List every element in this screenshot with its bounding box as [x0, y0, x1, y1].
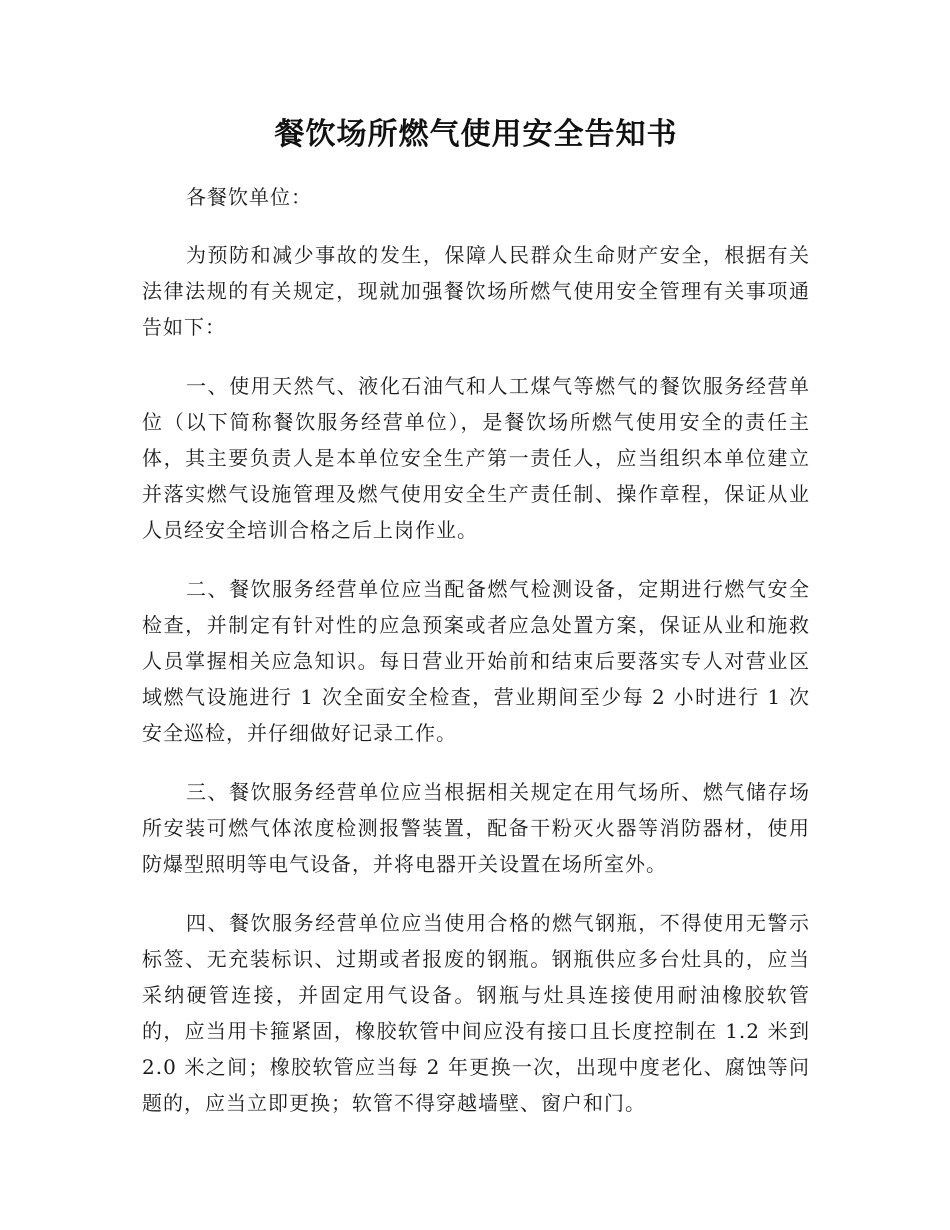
- document-title: 餐饮场所燃气使用安全告知书: [274, 117, 678, 152]
- paragraph-item-3: 三、餐饮服务经营单位应当根据相关规定在用气场所、燃气储存场所安装可燃气体浓度检测报警装置，配备干粉灭火器等消防器材，使用防爆型照明等电气设备，并将电器开关设置在场所室外。: [142, 780, 810, 876]
- paragraph-intro: 为预防和减少事故的发生，保障人民群众生命财产安全，根据有关法律法规的有关规定，现就加强餐饮场所燃气使用安全管理有关事项通告如下：: [142, 243, 810, 339]
- paragraph-item-4: 四、餐饮服务经营单位应当使用合格的燃气钢瓶，不得使用无警示标签、无充装标识、过期或者报废的钢瓶。钢瓶供应多台灶具的，应当采纳硬管连接，并固定用气设备。钢瓶与灶具连接使用耐油橡胶软管的，应当用卡箍紧固，橡胶软管中间应没有接口且长度控制在 1.2 米到 2.0 米之间；橡胶软管应当每 2 年更换一次，出现中度老化、腐蚀等问题的，应当立即更换；软管不得穿越墙壁、窗户和门。: [142, 911, 810, 1115]
- salutation: 各餐饮单位：: [186, 185, 312, 209]
- paragraph-item-1: 一、使用天然气、液化石油气和人工煤气等燃气的餐饮服务经营单位（以下简称餐饮服务经营单位），是餐饮场所燃气使用安全的责任主体，其主要负责人是本单位安全生产第一责任人，应当组织本单位建立并落实燃气设施管理及燃气使用安全生产责任制、操作章程，保证从业人员经安全培训合格之后上岗作业。: [142, 374, 810, 542]
- paragraph-item-2: 二、餐饮服务经营单位应当配备燃气检测设备，定期进行燃气安全检查，并制定有针对性的应急预案或者应急处置方案，保证从业和施救人员掌握相关应急知识。每日营业开始前和结束后要落实专人对营业区域燃气设施进行 1 次全面安全检查，营业期间至少每 2 小时进行 1 次安全巡检，并仔细做好记录工作。: [142, 577, 810, 745]
